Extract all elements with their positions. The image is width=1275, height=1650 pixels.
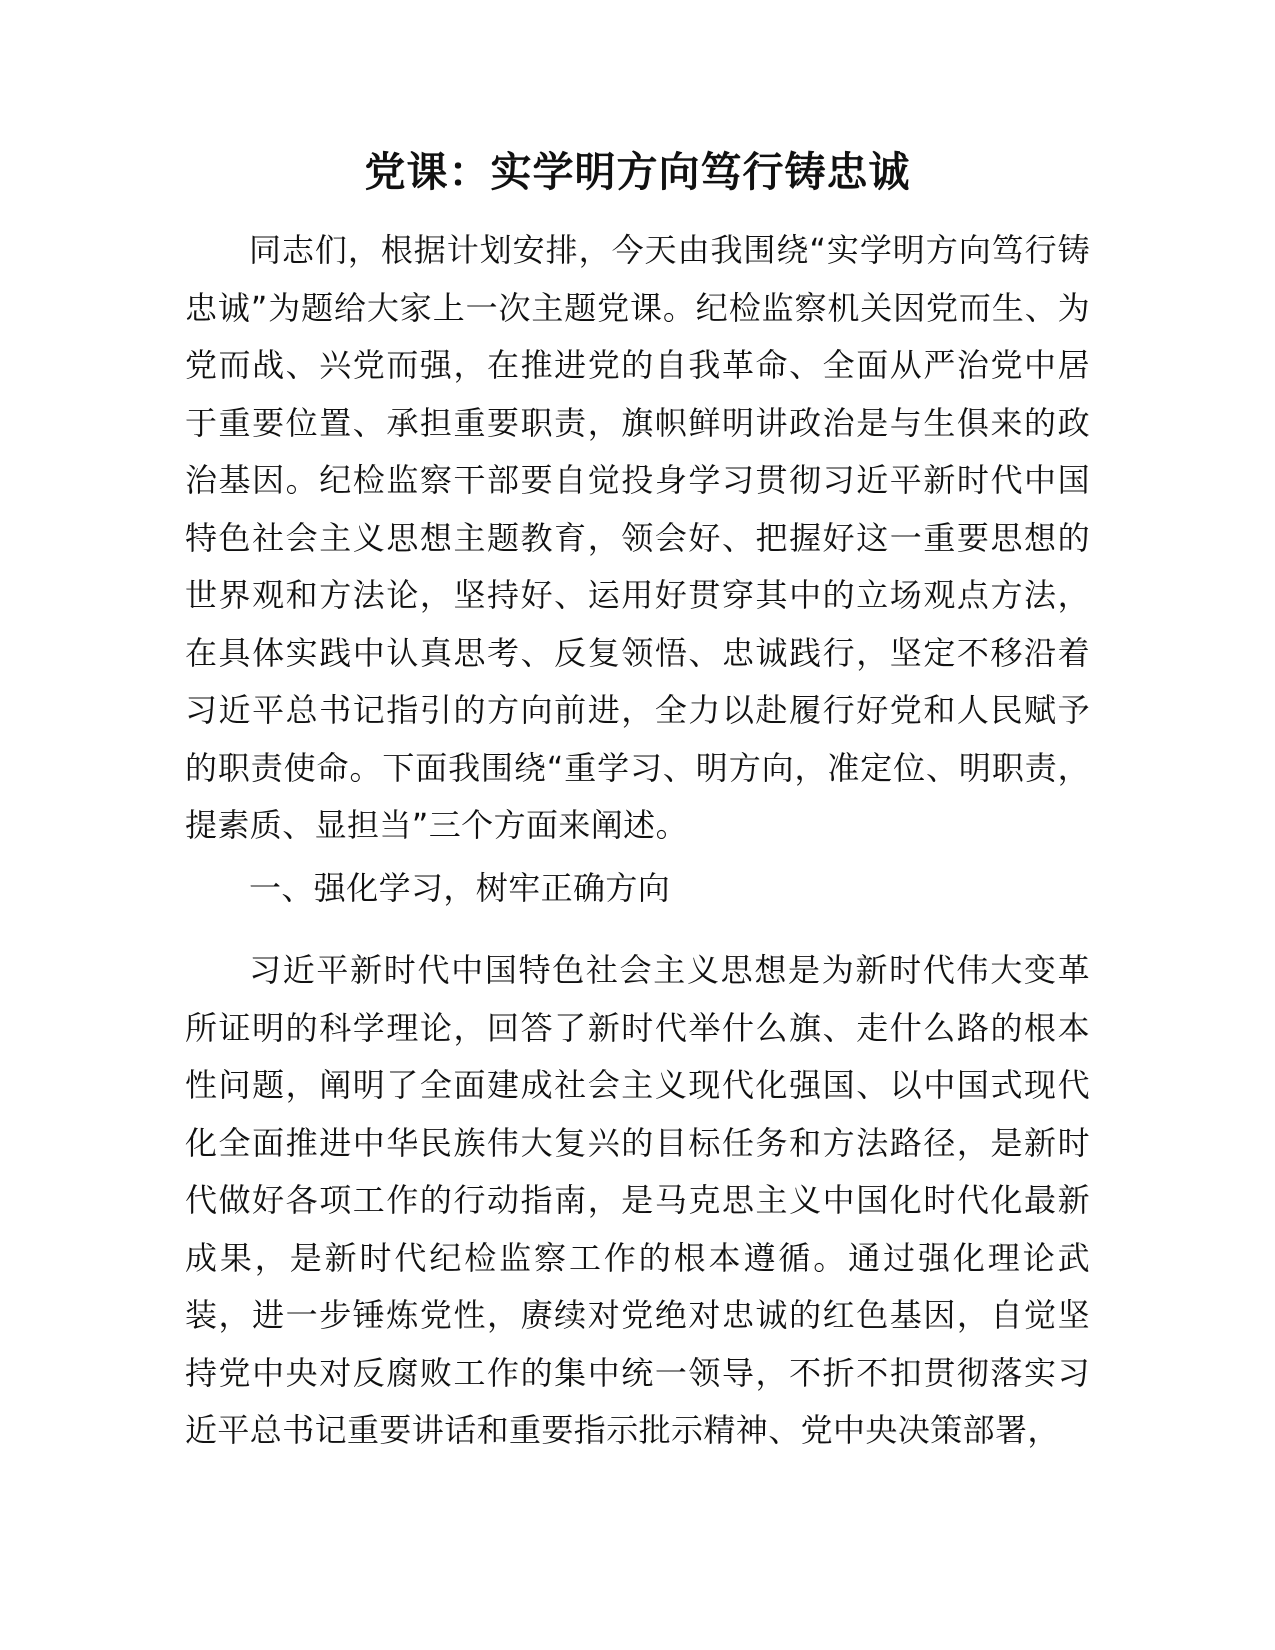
intro-paragraph: 同志们，根据计划安排，今天由我围绕“实学明方向笃行铸忠诚”为题给大家上一次主题党课。纪检监察机关因党而生、为党而战、兴党而强，在推进党的自我革命、全面从严治党中居于重要位置、承担重要职责，旗帜鲜明讲政治是与生俱来的政治基因。纪检监察干部要自觉投身学习贯彻习近平新时代中国特色社会主义思想主题教育，领会好、把握好这一重要思想的世界观和方法论，坚持好、运用好贯穿其中的立场观点方法，在具体实践中认真思考、反复领悟、忠诚践行，坚定不移沿着习近平总书记指引的方向前进，全力以赴履行好党和人民赋予的职责使命。下面我围绕“重学习、明方向，准定位、明职责，提素质、显担当”三个方面来阐述。 — [185, 231, 1090, 844]
section-1-paragraph: 习近平新时代中国特色社会主义思想是为新时代伟大变革所证明的科学理论，回答了新时代举什么旗、走什么路的根本性问题，阐明了全面建成社会主义现代化强国、以中国式现代化全面推进中华民族伟大复兴的目标任务和方法路径，是新时代做好各项工作的行动指南，是马克思主义中国化时代化最新成果，是新时代纪检监察工作的根本遵循。通过强化理论武装，进一步锤炼党性，赓续对党绝对忠诚的红色基因，自觉坚持党中央对反腐败工作的集中统一领导，不折不扣贯彻落实习近平总书记重要讲话和重要指示批示精神、党中央决策部署， — [185, 951, 1090, 1449]
document-title: 党课：实学明方向笃行铸忠诚 — [364, 148, 911, 196]
section-heading-1: 一、强化学习，树牢正确方向 — [249, 869, 671, 907]
